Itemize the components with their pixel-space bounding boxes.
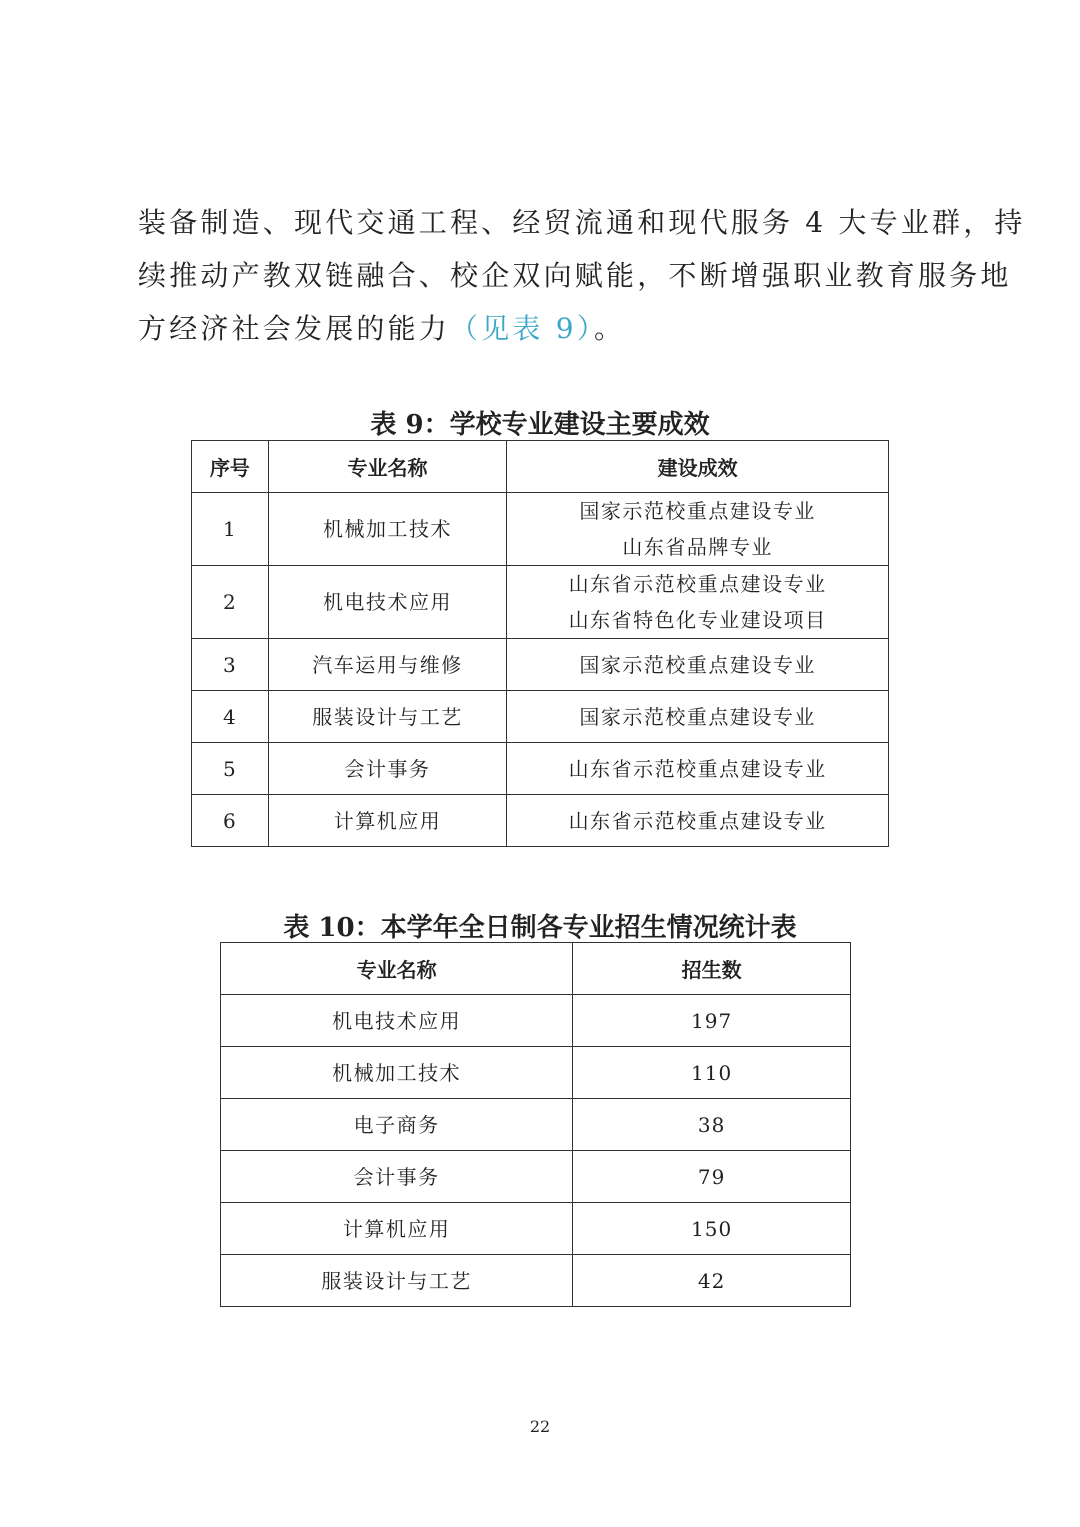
table-row <box>192 743 889 795</box>
table10-cell-major <box>221 1047 573 1099</box>
table9-cell-no: 5 <box>192 743 269 795</box>
table10-cell-major-text: 计算机应用 <box>342 1216 451 1241</box>
table-row <box>221 995 851 1047</box>
paragraph-line-1: 装备制造、现代交通工程、经贸流通和现代服务 4 大专业群，持 <box>138 206 1026 239</box>
table-row <box>221 1099 851 1151</box>
table9-cell-result-line2: 山东省品牌专业 <box>622 535 773 559</box>
table10-cell-major-text: 机电技术应用 <box>332 1008 462 1033</box>
table10-cell-major-text: 服装设计与工艺 <box>321 1268 472 1293</box>
paragraph-line-2: 续推动产教双链融合、校企双向赋能，不断增强职业教育服务地 <box>138 259 1012 292</box>
table9-cell-result <box>507 566 889 639</box>
table9-cell-major-text: 汽车运用与维修 <box>312 652 463 677</box>
table9-cell-major-text: 计算机应用 <box>333 808 442 833</box>
table9-cell-major <box>268 743 507 795</box>
page-number: 22 <box>529 1417 551 1436</box>
table9-cell-result-line1: 山东省示范校重点建设专业 <box>568 572 827 596</box>
table9-header-row <box>192 441 889 493</box>
table9-cell-result <box>507 743 889 795</box>
table10-cell-major-text: 会计事务 <box>353 1164 440 1189</box>
table9-cell-no: 1 <box>192 493 269 566</box>
table10 <box>220 942 851 1307</box>
table10-header-count: 招生数 <box>573 943 851 995</box>
table-row <box>192 691 889 743</box>
table9-header-result: 建设成效 <box>507 441 889 493</box>
table10-cell-major <box>221 1151 573 1203</box>
table9-cell-major <box>268 795 507 847</box>
table9-cell-major-text: 服装设计与工艺 <box>312 704 463 729</box>
table10-cell-major-text: 机械加工技术 <box>332 1060 462 1085</box>
table9-cell-result <box>507 795 889 847</box>
table9-cell-no: 4 <box>192 691 269 743</box>
paragraph-line-3-end: 。 <box>593 312 626 345</box>
table9-cell-result-line2: 山东省特色化专业建设项目 <box>568 608 827 632</box>
table9-cell-result-line1: 山东省示范校重点建设专业 <box>568 756 827 781</box>
table10-header-major: 专业名称 <box>221 943 573 995</box>
table9-cell-major <box>268 493 507 566</box>
table10-caption: 表 10：本学年全日制各专业招生情况统计表 <box>283 913 797 943</box>
table-row <box>221 1151 851 1203</box>
table9-cell-result <box>507 691 889 743</box>
table-row <box>192 639 889 691</box>
table-reference-link[interactable]: （见表 9） <box>450 312 594 345</box>
table9-cell-result <box>507 493 889 566</box>
table-row <box>221 1047 851 1099</box>
table9-cell-result-line1: 国家示范校重点建设专业 <box>579 652 816 677</box>
table10-header-row <box>221 943 851 995</box>
table9-header-major: 专业名称 <box>268 441 507 493</box>
table-row <box>192 795 889 847</box>
table9-cell-major <box>268 566 507 639</box>
table-row <box>221 1203 851 1255</box>
table9-cell-result <box>507 639 889 691</box>
table-row <box>192 566 889 639</box>
table10-cell-major <box>221 1255 573 1307</box>
body-paragraph <box>138 196 1026 355</box>
table10-cell-count: 42 <box>573 1255 851 1307</box>
table9-cell-no: 3 <box>192 639 269 691</box>
table9-cell-result-line1: 国家示范校重点建设专业 <box>579 704 816 729</box>
table9-header-no: 序号 <box>192 441 269 493</box>
table9-cell-no: 6 <box>192 795 269 847</box>
table-row <box>192 493 889 566</box>
table-row <box>221 1255 851 1307</box>
paragraph-line-3 <box>138 302 948 355</box>
table10-cell-count: 79 <box>573 1151 851 1203</box>
table9-cell-result-line1: 国家示范校重点建设专业 <box>579 499 816 523</box>
table9 <box>191 440 889 847</box>
table10-cell-count: 38 <box>573 1099 851 1151</box>
table9-caption: 表 9：学校专业建设主要成效 <box>370 410 710 440</box>
table9-cell-major <box>268 691 507 743</box>
table10-cell-count: 150 <box>573 1203 851 1255</box>
table9-cell-no: 2 <box>192 566 269 639</box>
table10-cell-major <box>221 995 573 1047</box>
table9-cell-major-text: 机电技术应用 <box>322 590 452 614</box>
table9-cell-major-text: 机械加工技术 <box>322 517 452 541</box>
table10-cell-major <box>221 1203 573 1255</box>
table10-cell-major-text: 电子商务 <box>353 1112 440 1137</box>
table10-cell-major <box>221 1099 573 1151</box>
paragraph-line-3-text: 方经济社会发展的能力 <box>138 312 451 345</box>
table9-cell-result-line1: 山东省示范校重点建设专业 <box>568 808 827 833</box>
table10-cell-count: 110 <box>573 1047 851 1099</box>
table9-cell-major <box>268 639 507 691</box>
table10-cell-count: 197 <box>573 995 851 1047</box>
table9-cell-major-text: 会计事务 <box>344 756 431 781</box>
